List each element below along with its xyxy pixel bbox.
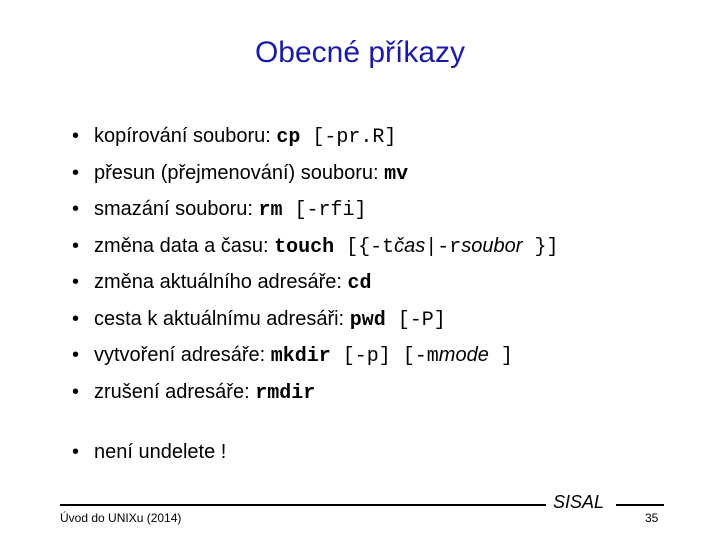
item-text: smazání souboru: [94, 198, 259, 220]
bullet-icon: • [72, 161, 80, 184]
command-name: mkdir [270, 345, 331, 368]
command-name: touch [274, 235, 335, 259]
bullet-icon: • [72, 344, 80, 366]
list-item [72, 374, 558, 411]
command-name: cp [276, 126, 301, 149]
bullet-icon: • [72, 307, 80, 330]
item-text: |-r [425, 235, 462, 259]
extra-text: není undelete ! [94, 441, 227, 463]
bullet-list [72, 118, 558, 410]
list-item [72, 301, 558, 338]
item-text: }] [522, 235, 559, 259]
item-text: [-pr.R] [300, 126, 397, 149]
footer-sisal: SISAL [553, 492, 605, 512]
footer-page-number: 35 [645, 511, 659, 525]
item-text: vytvoření adresáře: [94, 344, 271, 366]
item-text: změna data a času: [94, 234, 275, 257]
list-item [72, 155, 558, 192]
command-name: mv [384, 162, 409, 186]
bullet-icon: • [72, 125, 80, 147]
item-text: [-rfi] [282, 199, 367, 222]
item-text: ] [488, 345, 513, 368]
command-name: rmdir [255, 381, 316, 405]
item-text: [-p] [-m [330, 345, 439, 368]
bullet-icon: • [72, 441, 80, 463]
list-item-extra [72, 434, 226, 471]
command-name: cd [347, 272, 372, 295]
bullet-icon: • [72, 234, 80, 257]
argument-placeholder: mode [438, 344, 489, 366]
item-text: kopírování souboru: [94, 125, 277, 147]
slide-title: Obecné příkazy [254, 36, 466, 69]
command-name: pwd [349, 308, 386, 332]
item-text: [{-t [334, 235, 395, 259]
bullet-icon: • [72, 271, 80, 293]
list-item [72, 228, 558, 265]
bullet-icon: • [72, 380, 80, 403]
argument-placeholder: soubor [461, 234, 523, 257]
item-text: [-P] [385, 308, 446, 332]
item-text: přesun (přejmenování) souboru: [94, 161, 385, 184]
bullet-icon: • [72, 198, 80, 220]
list-item [72, 191, 558, 228]
list-item [72, 118, 558, 155]
item-text: zrušení adresáře: [94, 380, 256, 403]
item-text: změna aktuálního adresáře: [94, 271, 348, 293]
item-text: cesta k aktuálnímu adresáři: [94, 307, 350, 330]
list-item [72, 264, 558, 301]
footer-course: Úvod do UNIXu (2014) [60, 511, 182, 525]
list-item [72, 337, 558, 374]
command-name: rm [258, 199, 283, 222]
argument-placeholder: čas [394, 234, 426, 257]
